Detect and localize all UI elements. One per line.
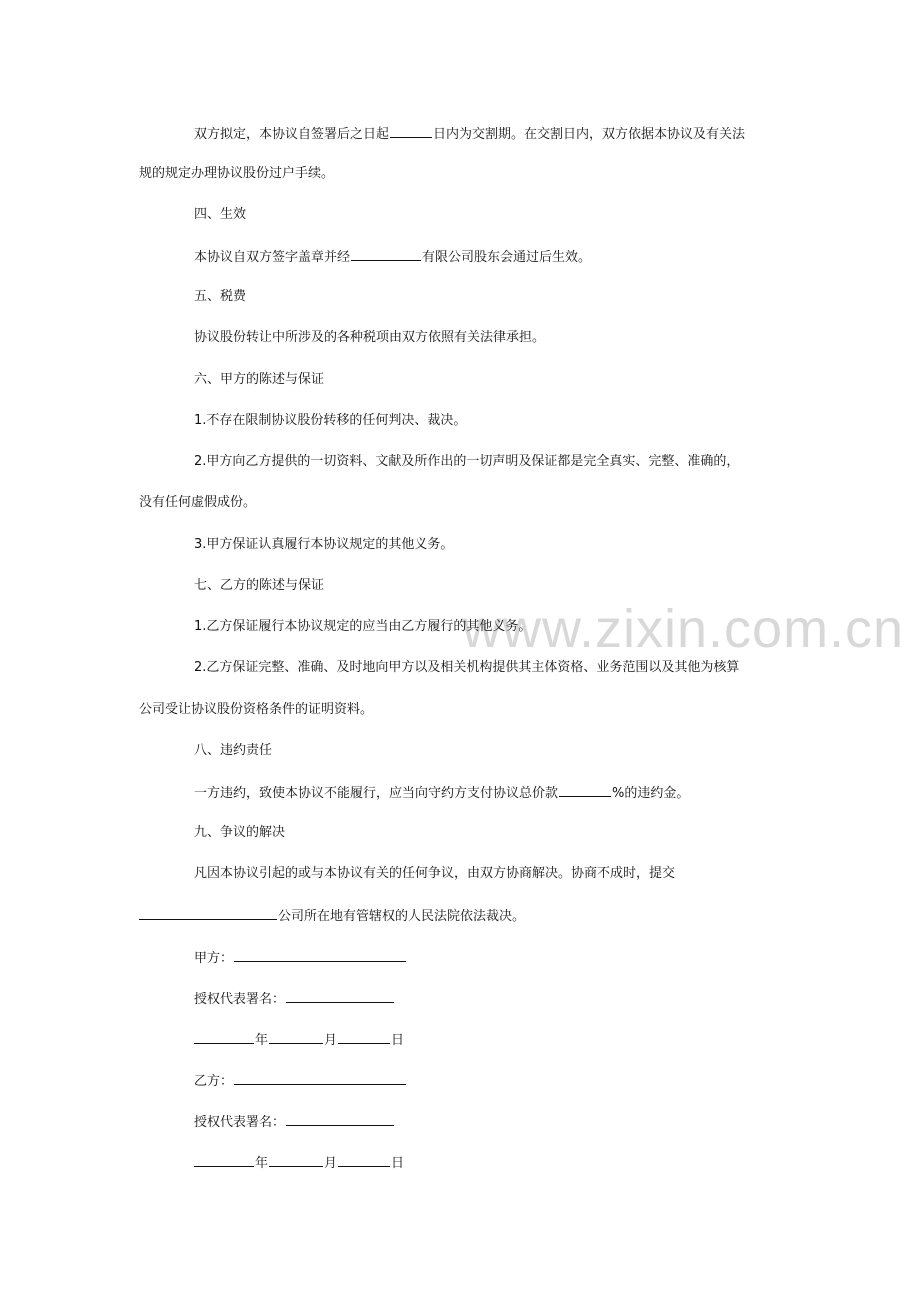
party-a-signature-line: 甲方： [0, 948, 920, 968]
paragraph-transfer-period: 双方拟定，本协议自签署后之日起 日内为交割期。在交割日内，双方依据本协议及有关法 [0, 124, 920, 144]
party-a-month-blank [269, 1030, 323, 1044]
party-b-rep-line: 授权代表署名： [0, 1112, 920, 1132]
party-b-blank [234, 1071, 406, 1085]
section-heading-dispute: 九、争议的解决 [194, 825, 286, 840]
paragraph-tax: 协议股份转让中所涉及的各种税项由双方依照有关法律承担。 [194, 330, 546, 345]
party-a-date-line: 年 月 日 [0, 1030, 920, 1050]
party-a-year-blank [194, 1030, 254, 1044]
party-b-signature-line: 乙方： [0, 1071, 920, 1091]
paragraph-effect: 本协议自双方签字盖章并经 有限公司股东会通过后生效。 [0, 247, 920, 267]
watermark: www.zixin.com.cn [462, 599, 905, 659]
party-a-day-blank [338, 1030, 390, 1044]
blank-court-company [139, 906, 277, 920]
blank-company [351, 247, 421, 261]
paragraph-b-2: 2.乙方保证完整、准确、及时地向甲方以及相关机构提供其主体资格、业务范围以及其他为核算 [194, 660, 740, 675]
blank-percent [559, 783, 611, 797]
paragraph-a-3: 3.甲方保证认真履行本协议规定的其他义务。 [194, 537, 454, 552]
section-heading-party-a-warranty: 六、甲方的陈述与保证 [194, 372, 325, 387]
paragraph-dispute-cont: 公司所在地有管辖权的人民法院依法裁决。 [0, 906, 920, 926]
paragraph-b-2-cont: 公司受让协议股份资格条件的证明资料。 [139, 702, 374, 717]
paragraph-b-1: 1.乙方保证履行本协议规定的应当由乙方履行的其他义务。 [194, 619, 532, 634]
party-b-date-line: 年 月 日 [0, 1153, 920, 1173]
paragraph-a-2-cont: 没有任何虚假成份。 [139, 495, 257, 510]
party-b-month-blank [269, 1153, 323, 1167]
section-heading-party-b-warranty: 七、乙方的陈述与保证 [194, 578, 325, 593]
blank-days [390, 124, 432, 138]
paragraph-a-2: 2.甲方向乙方提供的一切资料、文献及所作出的一切声明及保证都是完全真实、完整、准确的， [194, 454, 740, 469]
party-a-rep-blank [286, 989, 394, 1003]
section-heading-effect: 四、生效 [194, 207, 247, 222]
party-b-year-blank [194, 1153, 254, 1167]
party-a-rep-line: 授权代表署名： [0, 989, 920, 1009]
party-a-blank [234, 948, 406, 962]
section-heading-breach: 八、违约责任 [194, 743, 273, 758]
paragraph-breach: 一方违约，致使本协议不能履行，应当向守约方支付协议总价款 %的违约金。 [0, 783, 920, 803]
paragraph-dispute: 凡因本协议引起的或与本协议有关的任何争议，由双方协商解决。协商不成时，提交 [194, 866, 676, 881]
party-b-day-blank [338, 1153, 390, 1167]
paragraph-a-1: 1.不存在限制协议股份转移的任何判决、裁决。 [194, 413, 467, 428]
party-b-rep-blank [286, 1112, 394, 1126]
paragraph-transfer-period-cont: 规的规定办理协议股份过户手续。 [139, 166, 335, 181]
section-heading-tax: 五、税费 [194, 289, 247, 304]
